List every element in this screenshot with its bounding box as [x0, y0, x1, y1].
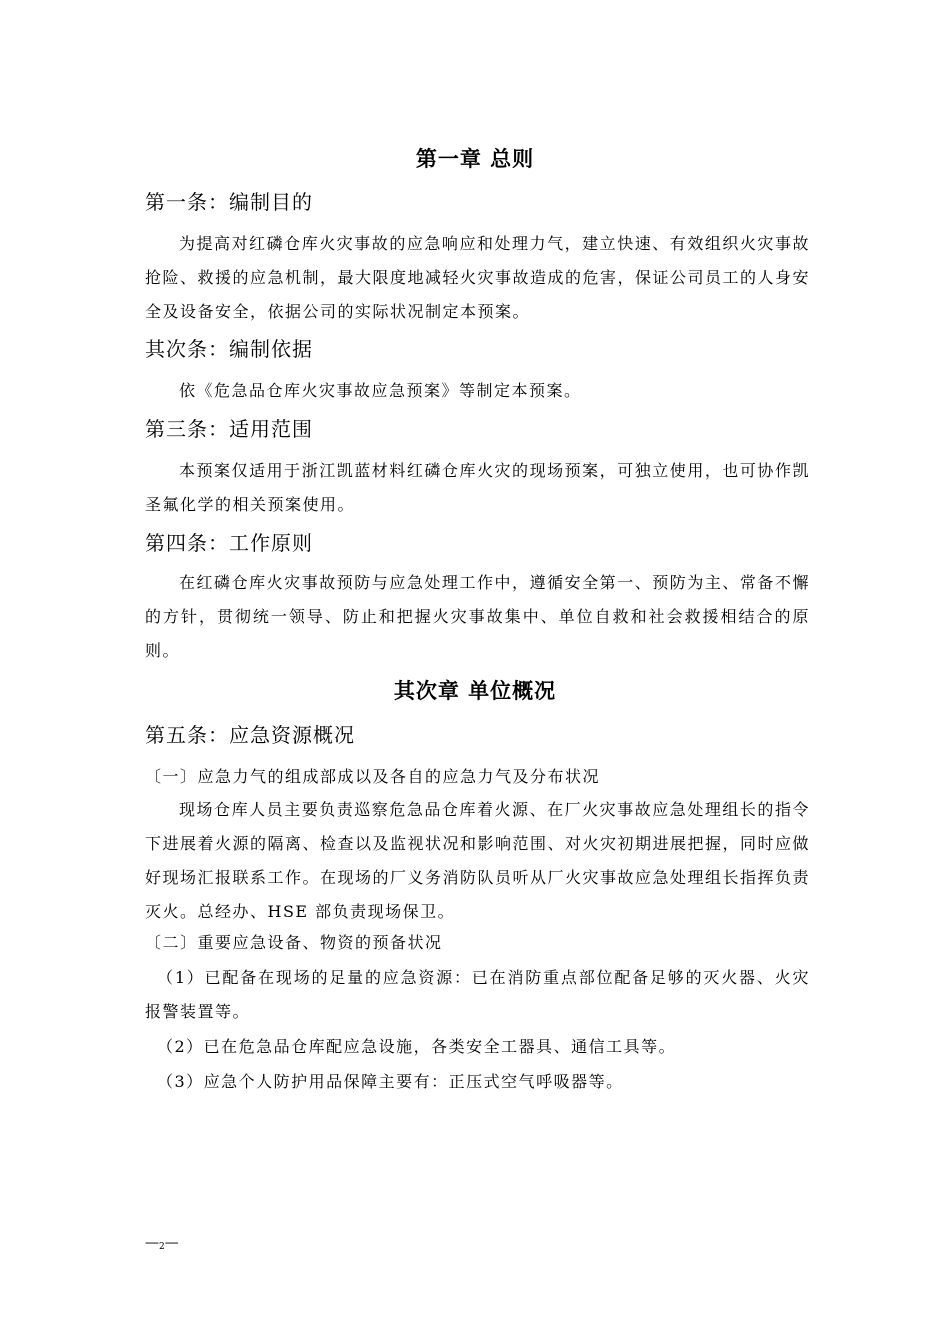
article-4-heading: 第四条：工作原则: [145, 531, 313, 555]
article-3-heading: 第三条：适用范围: [145, 417, 313, 441]
article-4-text: 在红磷仓库火灾事故预防与应急处理工作中，遵循安全第一、预防为主、常备不懈的方针，贯彻统一领导、防止和把握火灾事故集中、单位自救和社会救援相结合的原则。: [145, 573, 810, 660]
sub-section-2-heading: 〔二〕重要应急设备、物资的预备状况: [145, 933, 443, 952]
page-number-footer: [145, 1235, 179, 1252]
article-3-text: 本预案仅适用于浙江凯蓝材料红磷仓库火灾的现场预案，可独立使用，也可协作凯圣氟化学的相关预案使用。: [145, 461, 810, 514]
article-2-text: 依《危急品仓库火灾事故应急预案》等制定本预案。: [179, 381, 582, 400]
article-1-text: 为提高对红磷仓库火灾事故的应急响应和处理力气，建立快速、有效组织火灾事故抢险、救援的应急机制，最大限度地减轻火灾事故造成的危害，保证公司员工的人身安全及设备安全，依据公司的实际状况制定本预案。: [145, 234, 811, 321]
footer-dash-right: —: [164, 1235, 179, 1251]
chapter-2-title: 其次章 单位概况: [393, 679, 557, 703]
chapter-1-title: 第一章 总则: [415, 147, 535, 171]
sub-section-1-text: 现场仓库人员主要负责巡察危急品仓库着火源、在厂火灾事故应急处理组长的指令下进展着火源的隔离、检查以及监视状况和影响范围、对火灾初期进展把握，同时应做好现场汇报联系工作。在现场的厂义务消防队员听从厂火灾事故应急处理组长指挥负责灭火。总经办、HSE 部负责现场保卫。: [145, 800, 811, 921]
resource-item-2: （2）已在危急品仓库配应急设施，各类安全工器具、通信工具等。: [157, 1037, 677, 1056]
page-number: 2: [159, 1242, 165, 1252]
article-1-heading: 第一条：编制目的: [145, 190, 313, 214]
article-5-heading: 第五条：应急资源概况: [145, 723, 355, 747]
resource-item-3: （3）应急个人防护用品保障主要有：正压式空气呼吸器等。: [157, 1072, 624, 1091]
sub-section-1-heading: 〔一〕应急力气的组成部成以及各自的应急力气及分布状况: [145, 767, 601, 786]
article-2-heading: 其次条：编制依据: [145, 337, 313, 361]
footer-dash-left: —: [145, 1235, 159, 1251]
resource-item-1: （1）已配备在现场的足量的应急资源：已在消防重点部位配备足够的灭火器、火灾报警装置等。: [145, 968, 810, 1021]
